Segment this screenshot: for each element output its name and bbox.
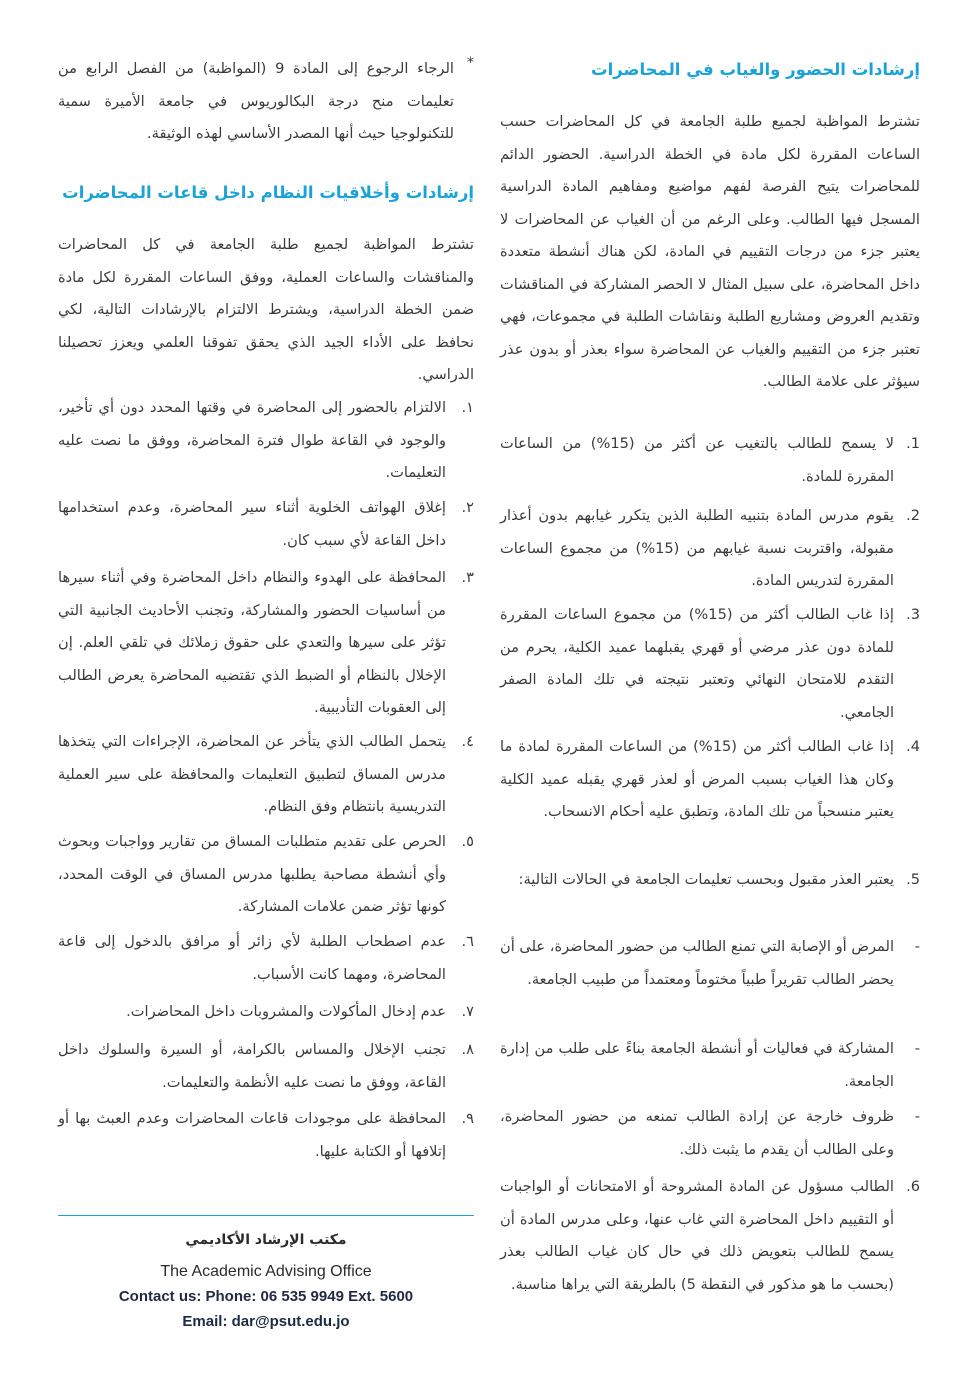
attendance-item: [500, 500, 920, 598]
item-text: المرض أو الإصابة التي تمنع الطالب من حضور المحاضرة، على أن يحضر الطالب تقريراً طبياً مختوماً ومعتمداً من طبيب الجامعة.: [500, 938, 894, 988]
item-number: ١.: [461, 399, 474, 416]
item-text: إذا غاب الطالب أكثر من (15%) من الساعات المقررة لمادة ما وكان هذا الغياب بسبب المرض أو لعذر قهري يقبله عميد الكلية يعتبر منسحباً من تلك المادة، وتطبق عليه أحكام الانسحاب.: [500, 738, 894, 820]
item-number: ٦.: [461, 933, 474, 950]
conduct-item: [58, 1034, 474, 1099]
item-number: ٧.: [461, 1003, 474, 1020]
item-text: عدم إدخال المأكولات والمشروبات داخل المحاضرات.: [126, 1003, 446, 1020]
conduct-item: [58, 562, 474, 725]
conduct-item: [58, 492, 474, 557]
reference-note: [58, 53, 474, 151]
item-text: الالتزام بالحضور إلى المحاضرة في وقتها المحدد دون أي تأخير، والوجود في القاعة طوال فترة المحاضرة، ووفق ما نصت عليه التعليمات.: [58, 399, 446, 481]
item-number: ٨.: [461, 1041, 474, 1058]
item-text: المحافظة على الهدوء والنظام داخل المحاضرة وفي أثناء سيرها من أساسيات الحضور والمشاركة، وتجنب الأحاديث الجانبية التي تؤثر على سيرها والتعدي على حقوق زملائك في تلقي العلم. إن الإخلال بالنظام أو الضبط الذي تقتضيه المحاضرة يعرض الطالب إلى العقوبات التأديبية.: [58, 569, 446, 716]
item-number: 1.: [906, 435, 920, 452]
item-text: تجنب الإخلال والمساس بالكرامة، أو السيرة والسلوك داخل القاعة، ووفق ما نصت عليه الأنظمة والتعليمات.: [58, 1041, 446, 1091]
attendance-item: [500, 864, 920, 897]
item-text: المشاركة في فعاليات أو أنشطة الجامعة بناءً على طلب من إدارة الجامعة.: [500, 1040, 894, 1090]
attendance-item: [500, 428, 920, 493]
attendance-subitem: [500, 931, 920, 996]
conduct-item: [58, 996, 474, 1029]
item-text: عدم اصطحاب الطلبة لأي زائر أو مرافق بالدخول إلى قاعة المحاضرة، ومهما كانت الأسباب.: [58, 933, 446, 983]
item-text: لا يسمح للطالب بالتغيب عن أكثر من (15%) من الساعات المقررة للمادة.: [500, 435, 895, 485]
attendance-intro: تشترط المواظبة لجميع طلبة الجامعة في كل المحاضرات حسب الساعات المقررة لكل مادة في الخطة الدراسية. الحضور الدائم للمحاضرات يتيح الفرصة لفهم مواضيع ومفاهيم المادة الدراسية المسجل فيها الطالب. وعلى الرغم من أن الغياب عن المحاضرات لا يعتبر جزء من درجات التقييم في المادة، لكن هناك أنشطة متعددة داخل المحاضرة، على سبيل المثال لا الحصر المشاركة في المناقشات وتقديم العروض ومشاريع الطلبة ونقاشات الطلبة في مجموعات، فهي تعتبر جزء من التقييم والغياب عن المحاضرة سواء بعذر أو بدون عذر سيؤثر على علامة الطالب.: [500, 113, 920, 390]
item-dash: -: [914, 1040, 920, 1057]
attendance-subitem: [500, 1101, 920, 1166]
item-text: يتحمل الطالب الذي يتأخر عن المحاضرة، الإجراءات التي يتخذها مدرس المساق لتطبيق التعليمات والمحافظة على سير العملية التدريسية بانتظام وفق النظام.: [58, 733, 446, 815]
item-number: ٥.: [461, 833, 474, 850]
footer-divider: [58, 1215, 474, 1216]
attendance-heading: إرشادات الحضور والغياب في المحاضرات: [591, 60, 920, 79]
attendance-item: [500, 1171, 920, 1301]
attendance-item: [500, 731, 920, 829]
office-name-english: The Academic Advising Office: [160, 1263, 372, 1280]
conduct-heading: إرشادات وأخلاقيات النظام داخل قاعات المحاضرات: [62, 183, 474, 202]
item-text: إغلاق الهواتف الخلوية أثناء سير المحاضرة، وعدم استخدامها داخل القاعة لأي سبب كان.: [58, 499, 446, 549]
conduct-item: [58, 926, 474, 991]
item-dash: -: [914, 938, 920, 955]
office-name-arabic: مكتب الإرشاد الأكاديمي: [185, 1232, 347, 1248]
item-number: 5.: [906, 871, 920, 888]
item-number: ٣.: [461, 569, 474, 586]
conduct-item: [58, 826, 474, 924]
item-text: إذا غاب الطالب أكثر من (15%) من مجموع الساعات المقررة للمادة دون عذر مرضي أو قهري يقبلهما عميد الكلية، يحرم من التقدم للامتحان النهائي وتعتبر نتيجته في تلك المادة الصفر الجامعي.: [500, 606, 894, 721]
item-number: 2.: [906, 507, 920, 524]
item-number: 6.: [906, 1178, 920, 1195]
item-number: ٩.: [461, 1110, 474, 1127]
item-dash: -: [914, 1108, 920, 1125]
item-text: ظروف خارجة عن إرادة الطالب تمنعه من حضور المحاضرة، وعلى الطالب أن يقدم ما يثبت ذلك.: [500, 1108, 894, 1158]
item-number: ٤.: [461, 733, 474, 750]
item-text: الطالب مسؤول عن المادة المشروحة أو الامتحانات أو الواجبات أو التقييم داخل المحاضرة التي غاب عنها، وعلى مدرس المادة أن يسمح للطالب بتعويض ذلك في حال كان غياب الطالب بعذر (بحسب ما هو مذكور في النقطة 5) بالطريقة التي يراها مناسبة.: [500, 1178, 894, 1293]
note-asterisk: *: [466, 54, 474, 71]
item-number: 4.: [906, 738, 920, 755]
item-text: الحرص على تقديم متطلبات المساق من تقارير وواجبات وبحوث وأي أنشطة مصاحبة يطلبها مدرس المساق في الوقت المحدد، كونها تؤثر ضمن علامات المشاركة.: [58, 833, 446, 915]
item-number: ٢.: [461, 499, 474, 516]
item-text: المحافظة على موجودات قاعات المحاضرات وعدم العبث بها أو إتلافها أو الكتابة عليها.: [58, 1110, 446, 1160]
note-text: الرجاء الرجوع إلى المادة 9 (المواظبة) من الفصل الرابع من تعليمات منح درجة البكالوريوس في جامعة الأميرة سمية للتكنولوجيا حيث أنها المصدر الأساسي لهذه الوثيقة.: [58, 60, 454, 142]
item-text: يقوم مدرس المادة بتنبيه الطلبة الذين يتكرر غيابهم بدون أعذار مقبولة، واقتربت نسبة غيابهم من (15%) من مجموع الساعات المقررة لتدريس المادة.: [500, 507, 895, 589]
item-number: 3.: [906, 606, 920, 623]
contact-email[interactable]: Email: dar@psut.edu.jo: [182, 1313, 350, 1330]
conduct-item: [58, 1103, 474, 1168]
conduct-item: [58, 392, 474, 490]
attendance-item: [500, 599, 920, 729]
item-text: يعتبر العذر مقبول وبحسب تعليمات الجامعة في الحالات التالية:: [518, 871, 894, 888]
contact-phone: Contact us: Phone: 06 535 9949 Ext. 5600: [118, 1288, 414, 1305]
conduct-item: [58, 726, 474, 824]
attendance-subitem: [500, 1033, 920, 1098]
conduct-intro: تشترط المواظبة لجميع طلبة الجامعة في كل المحاضرات والمناقشات والساعات العملية، ووفق الساعات المقررة لكل مادة ضمن الخطة الدراسية، ويشترط الالتزام بالإرشادات التالية، لكي نحافظ على الأداء الجيد الذي يحقق تفوقنا العلمي ويعزز تحصيلنا الدراسي.: [58, 236, 474, 383]
